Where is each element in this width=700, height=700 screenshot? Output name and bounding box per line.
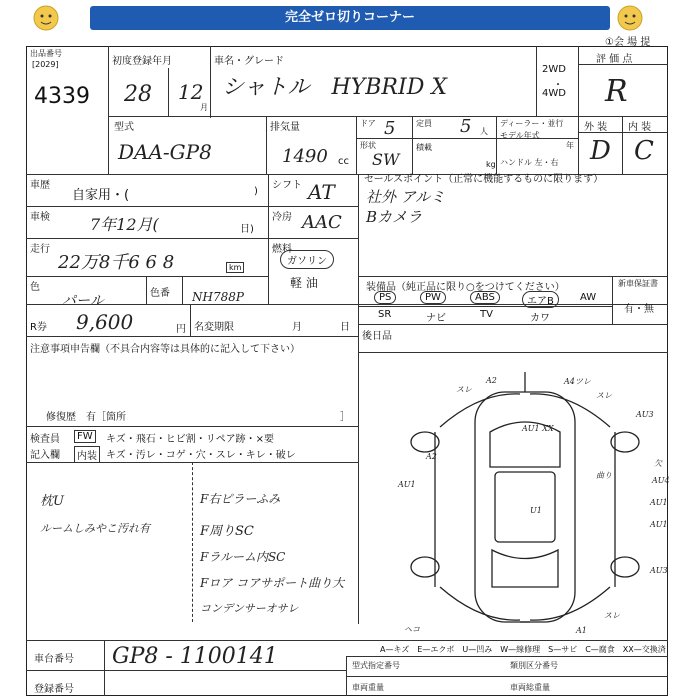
chassis-value: GP8 - 1100141 xyxy=(112,644,278,669)
rear-seat-label: 後日品 xyxy=(362,331,392,342)
mileage-label: 走行 xyxy=(30,244,50,255)
fuel-diesel: 軽 油 xyxy=(290,276,318,290)
capacity-value: 5 xyxy=(460,116,472,137)
mark-14: A1 xyxy=(576,626,587,635)
mark-12: AU1 xyxy=(650,520,668,529)
equip-pw: PW xyxy=(420,291,446,304)
mark-3: A4ツレ xyxy=(564,377,591,386)
lot-number: 4339 xyxy=(34,84,90,109)
displacement-label: 排気量 xyxy=(270,122,300,133)
model-value: DAA-GP8 xyxy=(118,140,212,164)
equip-navi: ナビ xyxy=(426,313,446,324)
footer-2: 類別区分番号 xyxy=(510,661,558,670)
usage-close: ) xyxy=(254,186,258,197)
sales-point-2: Bカメラ xyxy=(366,208,423,226)
footer-4: 車両総重量 xyxy=(510,683,550,692)
mark-13: AU3 xyxy=(650,566,668,575)
equip-tv: TV xyxy=(480,309,493,320)
exterior-label: 外 装 xyxy=(584,122,608,133)
shift-label: シフト xyxy=(272,180,302,191)
mileage-unit: km xyxy=(226,262,244,273)
displacement-unit: cc xyxy=(338,156,349,167)
inspector-row2-head: 内装 xyxy=(74,446,100,463)
lot-sub: [2029] xyxy=(32,60,59,69)
warranty-label: 新車保証書 xyxy=(618,279,658,288)
equip-aw: AW xyxy=(580,292,597,303)
recycle-label: R券 xyxy=(30,322,47,333)
displacement-value: 1490 xyxy=(282,146,328,167)
meigi-label: 名変期限 xyxy=(194,322,234,333)
mascot-right-icon xyxy=(614,3,646,33)
exterior-value: D xyxy=(590,136,611,166)
first-reg-month-unit: 月 xyxy=(200,103,208,112)
footer-3: 車両重量 xyxy=(352,683,384,692)
load-unit: kg xyxy=(486,160,496,169)
meigi-month: 月 xyxy=(292,322,302,333)
drive-dot: ・ xyxy=(553,80,563,91)
body-shape-value: SW xyxy=(372,150,400,169)
model-year-label: モデル年式 xyxy=(500,131,540,140)
usage-value: 自家用・( xyxy=(72,188,130,203)
equipment-label: 装備品（純正品に限り○をつけてください） xyxy=(366,282,565,293)
remark-left-2: ルームしみやこ汚れ有 xyxy=(40,522,150,535)
mark-7: A2 xyxy=(426,452,437,461)
mark-15: ヘコ xyxy=(404,625,420,634)
capacity-unit: 人 xyxy=(480,127,488,136)
lot-label: 出品番号 xyxy=(30,49,62,58)
repair-history-end: ］ xyxy=(340,412,350,423)
banner-text: 完全ゼロ切りコーナー xyxy=(284,10,415,25)
color-label: 色 xyxy=(30,282,40,293)
venue-label: ①会 場 提 xyxy=(605,37,651,48)
remark-left-1: 枕U xyxy=(40,494,64,509)
warranty-value: 有・無 xyxy=(624,304,654,315)
inspection-value: 7年12月( xyxy=(90,215,159,234)
equip-ps: PS xyxy=(374,291,396,304)
doors-label: ドア xyxy=(360,119,376,128)
fuel-label: 燃料 xyxy=(272,244,292,255)
inspector-row1-head: FW xyxy=(74,430,96,443)
inspector-row2: キズ・汚レ・コゲ・穴・スレ・キレ・破レ xyxy=(106,450,296,461)
mark-17: 欠 xyxy=(654,459,662,468)
inspector-row1: キズ・飛石・ヒビ割・リペア跡・×要 xyxy=(106,434,274,445)
equip-leather: カワ xyxy=(530,313,550,324)
color-code-value: NH788P xyxy=(192,290,244,304)
load-label: 積載 xyxy=(416,143,432,152)
dealer-label: ディーラー・並行 xyxy=(500,119,564,128)
first-reg-month: 12 xyxy=(178,80,204,104)
drive-4wd: 4WD xyxy=(542,88,566,99)
mark-9: U1 xyxy=(530,506,542,515)
model-label: 型式 xyxy=(114,122,134,133)
remark-mid-3: Fラルーム内SC xyxy=(200,550,286,564)
remark-mid-2: F周りSC xyxy=(200,524,254,539)
ac-label: 冷房 xyxy=(272,212,292,223)
sales-points-label: セールスポイント（正常に機能するものに限ります） xyxy=(364,174,604,185)
remark-mid-4: Fロア コアサポート曲り大 xyxy=(200,576,345,590)
car-damage-diagram xyxy=(380,372,670,632)
color-code-label: 色番 xyxy=(150,288,170,299)
mark-1: スレ xyxy=(456,385,472,394)
mark-11: AU1 xyxy=(650,498,668,507)
mark-2: A2 xyxy=(486,376,497,385)
mark-10: AU4 xyxy=(652,476,670,485)
mark-6: AU1 XX xyxy=(522,424,554,433)
mark-5: AU3 xyxy=(636,410,654,419)
mark-4: スレ xyxy=(596,391,612,400)
equip-abs: ABS xyxy=(470,291,500,304)
recycle-unit: 円 xyxy=(176,324,186,335)
ac-value: AAC xyxy=(302,212,342,233)
inspector-label-2: 記入欄 xyxy=(30,450,60,461)
mascot-left-icon xyxy=(30,3,62,33)
chassis-label: 車台番号 xyxy=(34,654,74,665)
first-reg-label: 初度登録年月 xyxy=(112,56,172,67)
equip-airbag: エアB xyxy=(522,291,559,308)
recycle-value: 9,600 xyxy=(76,310,134,334)
mark-16: スレ xyxy=(604,611,620,620)
mileage-value: 22万8千6 6 8 xyxy=(58,252,175,273)
fuel-gasoline: ガソリン xyxy=(280,250,334,269)
equip-sr: SR xyxy=(378,309,392,320)
capacity-label: 定員 xyxy=(416,119,432,128)
car-name-value: シャトル HYBRID X xyxy=(222,75,447,100)
inspection-day: 日) xyxy=(240,224,254,235)
banner xyxy=(90,6,610,30)
first-reg-year: 28 xyxy=(124,82,152,107)
mark-18: 曲り xyxy=(596,471,612,480)
remark-mid-1: F右ピラーふみ xyxy=(200,492,281,506)
mark-8: AU1 xyxy=(398,480,416,489)
reg-label: 登録番号 xyxy=(34,684,74,695)
inspection-label: 車検 xyxy=(30,212,50,223)
score-label: 評 価 点 xyxy=(596,54,633,65)
drive-2wd: 2WD xyxy=(542,64,566,75)
inspector-label-1: 検査員 xyxy=(30,434,60,445)
notes-label: 注意事項申告欄（不具合内容等は具体的に記入して下さい） xyxy=(30,344,300,355)
doors-value: 5 xyxy=(384,118,396,139)
repair-history: 修復歴 有［箇所 xyxy=(46,412,126,423)
damage-legend: A—キズ E—エクボ U—凹み W—線修理 S—サビ C—腐食 XX—交換済 xyxy=(380,645,666,654)
color-value: パール xyxy=(62,293,104,309)
handle-label: ハンドル 左・右 xyxy=(500,158,559,167)
sales-point-1: 社外 アルミ xyxy=(366,188,446,206)
remark-mid-5: コンデンサーオサレ xyxy=(200,602,299,615)
usage-label: 車歴 xyxy=(30,180,50,191)
interior-value: C xyxy=(634,136,654,166)
body-shape-label: 形状 xyxy=(360,141,376,150)
interior-label: 内 装 xyxy=(628,122,652,133)
shift-value: AT xyxy=(308,180,335,204)
footer-1: 型式指定番号 xyxy=(352,661,400,670)
score-value: R xyxy=(605,74,628,109)
model-year-unit: 年 xyxy=(566,141,574,150)
car-name-label: 車名・グレード xyxy=(214,56,284,67)
meigi-day: 日 xyxy=(340,322,350,333)
